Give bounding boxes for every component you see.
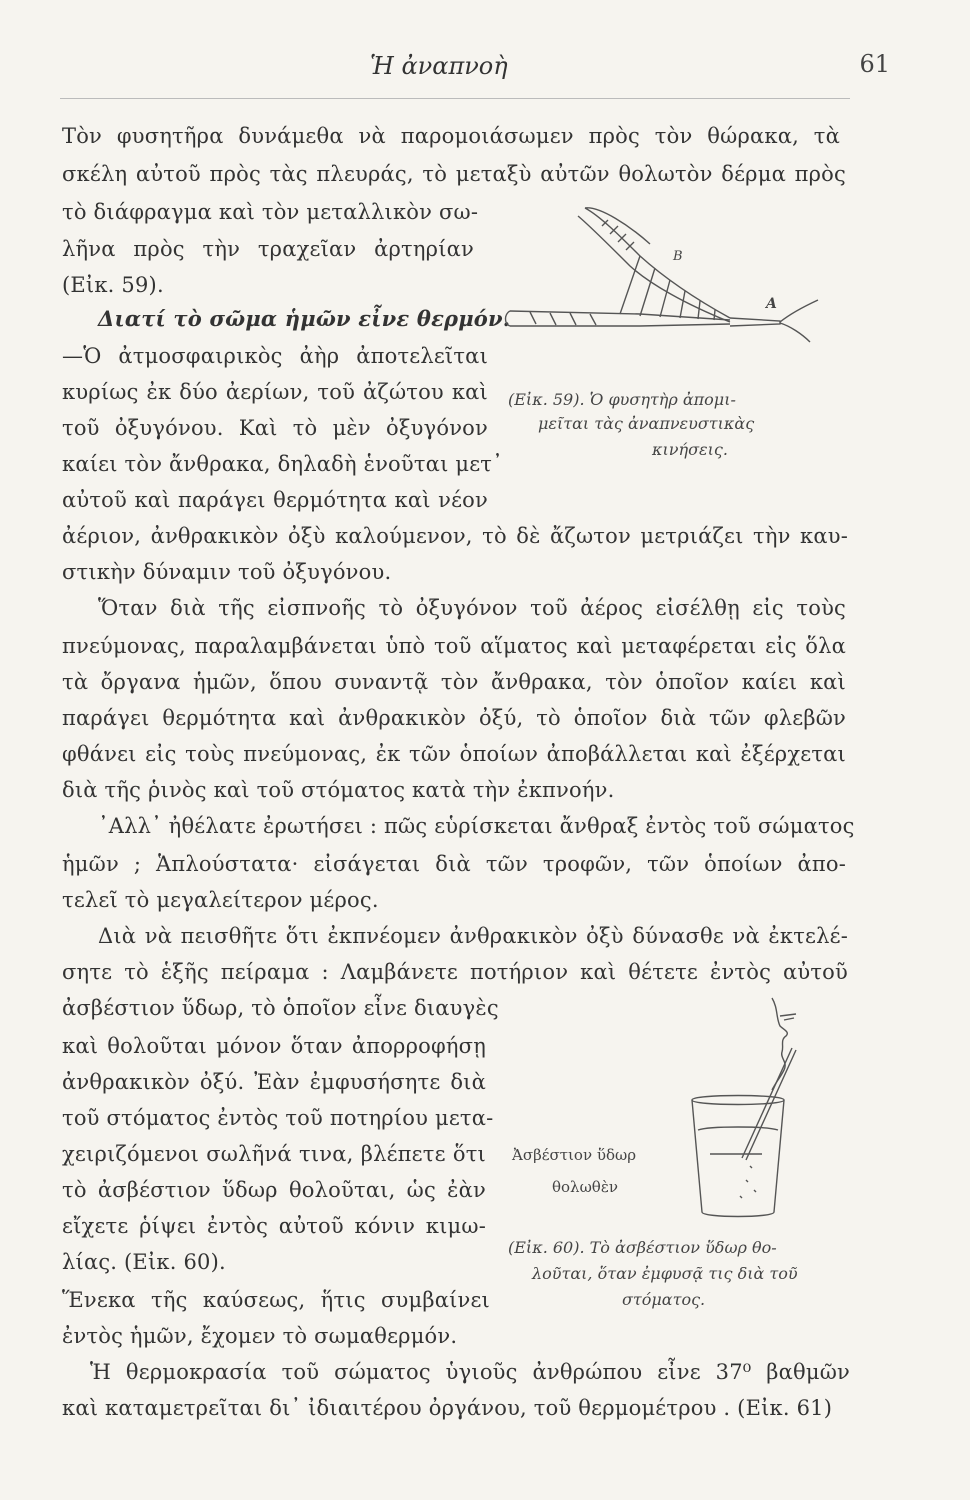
text-line: πνεύμονας, παραλαμβάνεται ὑπὸ τοῦ αἵματος καὶ μεταφέρεται εἰς ὅλα xyxy=(62,634,846,658)
glass-experiment-illustration xyxy=(680,990,860,1230)
text-line: Διὰ νὰ πεισθῆτε ὅτι ἐκπνέομεν ἀνθρακικὸν ὀξὺ δύνασθε νὰ ἐκτελέ- xyxy=(98,924,848,948)
text-line: καὶ καταμετρεῖται δι᾽ ἰδιαιτέρου ὀργάνου, τοῦ θερμομέτρου . (Εἰκ. 61) xyxy=(62,1396,833,1420)
text-line: τελεῖ τὸ μεγαλείτερον μέρος. xyxy=(62,888,379,912)
page-number: 61 xyxy=(859,50,890,78)
text-line: φθάνει εἰς τοὺς πνεύμονας, ἐκ τῶν ὁποίων ἀποβάλλεται καὶ ἐξέρχεται xyxy=(62,742,846,766)
text-line: τὸ διάφραγμα καὶ τὸν μεταλλικὸν σω- xyxy=(62,200,479,224)
text-line: —Ὁ ἀτμοσφαιρικὸς ἀὴρ ἀποτελεῖται xyxy=(62,344,488,368)
figure-59-caption-line: κινήσεις. xyxy=(652,440,728,459)
text-line: Ἕνεκα τῆς καύσεως, ἥτις συμβαίνει xyxy=(62,1288,490,1312)
text-line: Ὅταν διὰ τῆς εἰσπνοῆς τὸ ὀξυγόνον τοῦ ἀέρος εἰσέλθῃ εἰς τοὺς xyxy=(98,596,846,620)
text-line: ἐντὸς ἡμῶν, ἔχομεν τὸ σωμαθερμόν. xyxy=(62,1324,458,1348)
text-line: σητε τὸ ἑξῆς πείραμα : Λαμβάνετε ποτήριον καὶ θέτετε ἐντὸς αὐτοῦ xyxy=(62,960,848,984)
text-line: σκέλη αὐτοῦ πρὸς τὰς πλευράς, τὸ μεταξὺ αὐτῶν θολωτὸν δέρμα πρὸς xyxy=(62,162,846,186)
text-line: στικὴν δύναμιν τοῦ ὀξυγόνου. xyxy=(62,560,392,584)
figure-59-caption-line: (Εἰκ. 59). Ὁ φυσητὴρ ἀπομι- xyxy=(508,390,736,409)
bellows-illustration xyxy=(490,196,850,356)
figure-60-caption-line: (Εἰκ. 60). Τὸ ἀσβέστιον ὕδωρ θο- xyxy=(508,1238,777,1257)
text-line: ἡμῶν ; Ἁπλούστατα· εἰσάγεται διὰ τῶν τροφῶν, τῶν ὁποίων ἀπο- xyxy=(62,852,846,876)
text-line: λίας. (Εἰκ. 60). xyxy=(62,1250,226,1274)
text-line: παράγει θερμότητα καὶ ἀνθρακικὸν ὀξύ, τὸ ὁποῖον διὰ τῶν φλεβῶν xyxy=(62,706,846,730)
text-line: (Εἰκ. 59). xyxy=(62,273,164,297)
running-header-title: Ἡ ἀναπνοὴ xyxy=(370,52,508,80)
text-line: χειριζόμενοι σωλῆνά τινα, βλέπετε ὅτι xyxy=(62,1142,486,1166)
text-line: διὰ τῆς ῥινὸς καὶ τοῦ στόματος κατὰ τὴν ἐκπνοήν. xyxy=(62,778,615,802)
section-heading: Διατί τὸ σῶμα ἡμῶν εἶνε θερμόν. xyxy=(98,306,511,331)
text-line: καὶ θολοῦται μόνον ὅταν ἀπορροφήσῃ xyxy=(62,1034,486,1058)
text-line: ᾽Αλλ᾽ ἠθέλατε ἐρωτήσει : πῶς εὑρίσκεται ἄνθραξ ἐντὸς τοῦ σώματος xyxy=(98,814,855,838)
text-line: καίει τὸν ἄνθρακα, δηλαδὴ ἑνοῦται μετ᾽ xyxy=(62,452,503,476)
text-line: ἀέριον, ἀνθρακικὸν ὀξὺ καλούμενον, τὸ δὲ ἄζωτον μετριάζει τὴν καυ- xyxy=(62,524,848,548)
text-line: κυρίως ἐκ δύο ἀερίων, τοῦ ἀζώτου καὶ xyxy=(62,380,488,404)
label-b: Β xyxy=(673,249,683,264)
figure-60-caption-line: στόματος. xyxy=(622,1290,706,1309)
text-line: τὸ ἀσβέστιον ὕδωρ θολοῦται, ὡς ἐὰν xyxy=(62,1178,486,1202)
text-line: τὰ ὄργανα ἡμῶν, ὅπου συναντᾷ τὸν ἄνθρακα, τὸν ὁποῖον καίει καὶ xyxy=(62,670,846,694)
text-line: λῆνα πρὸς τὴν τραχεῖαν ἀρτηρίαν xyxy=(62,237,474,261)
text-line: εἴχετε ῥίψει ἐντὸς αὐτοῦ κόνιν κιμω- xyxy=(62,1214,486,1238)
text-line: Ἡ θερμοκρασία τοῦ σώματος ὑγιοῦς ἀνθρώπου εἶνε 37⁰ βαθμῶν xyxy=(90,1360,850,1384)
figure-59-caption-line: μεῖται τὰς ἀναπνευστικὰς xyxy=(538,414,755,433)
glass-label-line: Ἀσβέστιον ὕδωρ xyxy=(512,1146,637,1164)
figure-60-caption-line: λοῦται, ὅταν ἐμφυσᾷ τις διὰ τοῦ xyxy=(532,1264,798,1283)
text-line: ἀνθρακικὸν ὀξύ. Ἐὰν ἐμφυσήσητε διὰ xyxy=(62,1070,486,1094)
label-a: Α xyxy=(766,296,777,312)
header-rule xyxy=(60,98,850,99)
glass-label-line: θολωθὲν xyxy=(552,1178,618,1196)
text-line: Τὸν φυσητῆρα δυνάμεθα νὰ παρομοιάσωμεν πρὸς τὸν θώρακα, τὰ xyxy=(62,124,840,148)
text-line: ἀσβέστιον ὕδωρ, τὸ ὁποῖον εἶνε διαυγὲς xyxy=(62,996,499,1020)
text-line: τοῦ στόματος ἐντὸς τοῦ ποτηρίου μετα- xyxy=(62,1106,494,1130)
text-line: αὐτοῦ καὶ παράγει θερμότητα καὶ νέον xyxy=(62,488,488,512)
text-line: τοῦ ὀξυγόνου. Καὶ τὸ μὲν ὀξυγόνον xyxy=(62,416,488,440)
